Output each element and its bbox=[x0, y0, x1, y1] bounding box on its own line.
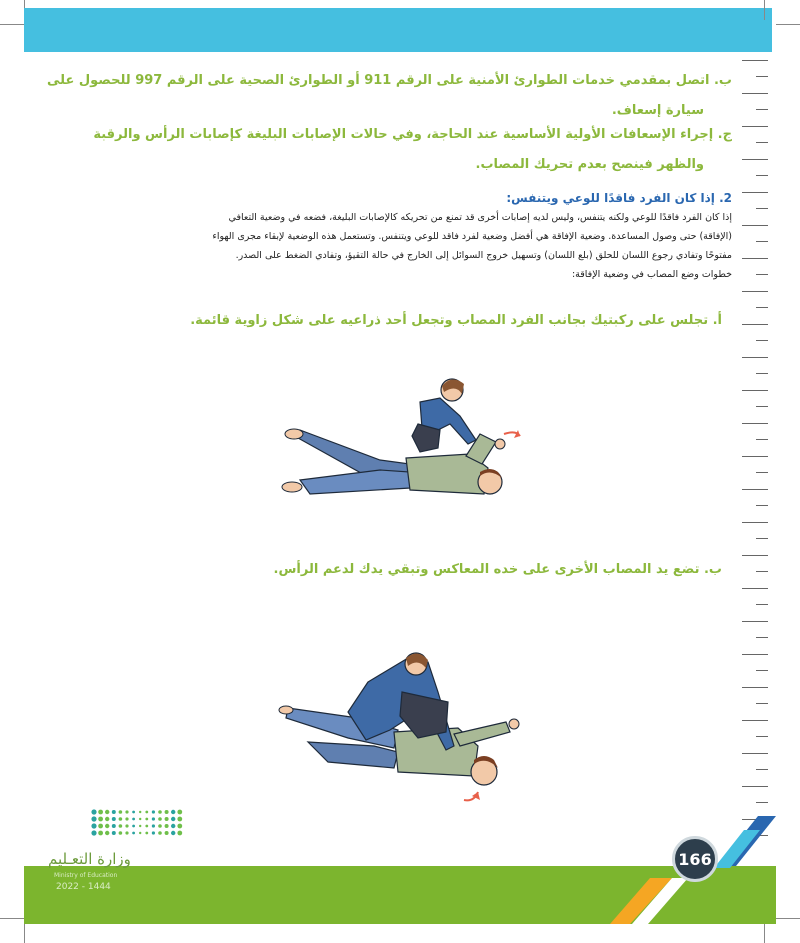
item-j-continuation: والظهر فينصح بعدم تحريك المصاب. bbox=[475, 157, 704, 172]
logo-dot bbox=[145, 832, 148, 835]
logo-dot bbox=[139, 818, 141, 820]
step-a bbox=[28, 306, 732, 336]
logo-dot bbox=[152, 824, 155, 827]
ruler-tick bbox=[742, 192, 768, 193]
ruler-tick bbox=[742, 555, 768, 556]
item-b-text: ب. اتصل بمقدمي خدمات الطوارئ الأمنية على الرقم 911 أو الطوارئ الصحية على الرقم 997 للحصول على bbox=[46, 73, 732, 88]
ruler-tick bbox=[742, 654, 768, 655]
logo-dot bbox=[91, 809, 96, 814]
page-ruler bbox=[738, 52, 768, 832]
ruler-tick bbox=[756, 274, 768, 275]
paragraph-line: إذا كان الفرد فاقدًا للوعي ولكنه يتنفس، وليس لديه إصابات أخرى قد تمنع من تحريكه كالإصابات البليغة، فضعه في وضعية التعافي bbox=[228, 212, 732, 223]
ruler-tick bbox=[756, 307, 768, 308]
logo-dot bbox=[112, 824, 116, 828]
ruler-tick bbox=[742, 621, 768, 622]
logo-dot bbox=[145, 811, 148, 814]
recovery-position-step-a-illustration bbox=[270, 372, 530, 502]
ruler-tick bbox=[742, 720, 768, 721]
ruler-tick bbox=[742, 423, 768, 424]
paragraph-line: (الإفاقة) حتى وصول المساعدة. وضعية الإفاقة هي أفضل وضعية لفرد فاقد للوعي ويتنفس. وتستعمل هذه الوضعية لإبقاء مجرى الهواء bbox=[212, 231, 732, 242]
logo-dot bbox=[177, 810, 182, 815]
logo-dot bbox=[125, 810, 128, 813]
ruler-tick bbox=[756, 802, 768, 803]
logo-dot bbox=[171, 817, 175, 821]
crop-mark bbox=[764, 924, 765, 943]
logo-dot bbox=[165, 831, 169, 835]
logo-dot bbox=[152, 831, 155, 834]
step-b-text: ب. تضع يد المصاب الأخرى على خده المعاكس وتبقي يدك لدعم الرأس. bbox=[273, 562, 722, 577]
crop-mark bbox=[0, 918, 24, 919]
ruler-tick bbox=[756, 604, 768, 605]
ruler-tick bbox=[756, 472, 768, 473]
crop-mark bbox=[764, 0, 765, 20]
logo-dot bbox=[158, 831, 162, 835]
ruler-tick bbox=[742, 93, 768, 94]
section-2-heading bbox=[28, 187, 732, 206]
logo-dot bbox=[119, 831, 123, 835]
logo-dot bbox=[112, 817, 116, 821]
item-j-text: ج. إجراء الإسعافات الأولية الأساسية عند الحاجة، وفي حالات الإصابات البليغة كإصابات الرأس والرقبة bbox=[93, 127, 732, 142]
logo-dot bbox=[177, 817, 182, 822]
logo-dot bbox=[177, 831, 182, 836]
logo-dot bbox=[98, 810, 103, 815]
logo-dot bbox=[165, 824, 169, 828]
ruler-tick bbox=[756, 340, 768, 341]
step-a-text: أ. تجلس على ركبتيك بجانب الفرد المصاب وتجعل أحد ذراعيه على شكل زاوية قائمة. bbox=[190, 313, 722, 328]
logo-dot bbox=[91, 823, 96, 828]
ruler-tick bbox=[742, 324, 768, 325]
logo-dot bbox=[171, 810, 175, 814]
ruler-tick bbox=[742, 60, 768, 61]
item-b-continuation: سيارة إسعاف. bbox=[611, 103, 704, 118]
logo-dot bbox=[152, 817, 155, 820]
ruler-tick bbox=[756, 406, 768, 407]
logo-dot bbox=[119, 810, 123, 814]
section-2-paragraph bbox=[28, 208, 732, 284]
ruler-tick bbox=[756, 208, 768, 209]
ruler-tick bbox=[742, 489, 768, 490]
ruler-tick bbox=[742, 687, 768, 688]
ruler-tick bbox=[756, 439, 768, 440]
logo-dot bbox=[145, 818, 148, 821]
logo-dot bbox=[98, 817, 103, 822]
logo-dot bbox=[125, 817, 128, 820]
ruler-tick bbox=[756, 538, 768, 539]
ruler-tick bbox=[756, 241, 768, 242]
logo-dot bbox=[171, 824, 175, 828]
logo-dot bbox=[105, 817, 109, 821]
step-b bbox=[28, 555, 732, 585]
logo-dot bbox=[152, 810, 155, 813]
logo-dot bbox=[177, 824, 182, 829]
edition-year: 2022 - 1444 bbox=[56, 882, 111, 892]
ruler-tick bbox=[756, 703, 768, 704]
ministry-name-english: Ministry of Education bbox=[54, 872, 118, 879]
logo-dot bbox=[171, 831, 175, 835]
ruler-tick bbox=[756, 505, 768, 506]
crop-mark bbox=[0, 24, 24, 25]
logo-dot bbox=[158, 817, 162, 821]
top-header-band bbox=[24, 8, 772, 52]
ruler-tick bbox=[756, 142, 768, 143]
ruler-tick bbox=[756, 637, 768, 638]
ruler-tick bbox=[742, 126, 768, 127]
logo-dot bbox=[125, 831, 128, 834]
crop-mark bbox=[776, 24, 800, 25]
logo-dot bbox=[165, 810, 169, 814]
logo-dot bbox=[98, 824, 103, 829]
recovery-position-step-b-illustration bbox=[278, 652, 528, 812]
logo-dot bbox=[158, 824, 162, 828]
ruler-tick bbox=[756, 736, 768, 737]
ruler-tick bbox=[742, 291, 768, 292]
logo-dot bbox=[105, 810, 109, 814]
logo-dot bbox=[139, 832, 141, 834]
ruler-tick bbox=[756, 76, 768, 77]
ministry-logo-icon bbox=[90, 808, 186, 838]
logo-dot bbox=[139, 825, 141, 827]
item-b bbox=[28, 66, 732, 126]
ministry-name: وزارة التعـليم bbox=[48, 850, 131, 868]
ruler-tick bbox=[756, 769, 768, 770]
logo-dot bbox=[165, 817, 169, 821]
page-number-badge bbox=[672, 836, 718, 882]
item-j bbox=[28, 120, 732, 180]
logo-dot bbox=[132, 825, 135, 828]
logo-dot bbox=[132, 818, 135, 821]
ruler-tick bbox=[742, 588, 768, 589]
ruler-tick bbox=[742, 390, 768, 391]
logo-dot bbox=[132, 811, 135, 814]
logo-dot bbox=[112, 810, 116, 814]
ruler-tick bbox=[742, 456, 768, 457]
logo-dot bbox=[105, 831, 109, 835]
logo-dot bbox=[112, 831, 116, 835]
section-2-title: 2. إذا كان الفرد فاقدًا للوعي ويتنفس: bbox=[506, 191, 732, 205]
ruler-tick bbox=[756, 670, 768, 671]
ruler-tick bbox=[742, 753, 768, 754]
crop-mark bbox=[24, 924, 25, 943]
ruler-tick bbox=[742, 357, 768, 358]
paragraph-line: مفتوحًا وتفادي رجوع اللسان للحلق (بلع اللسان) وتسهيل خروج السوائل إلى الخارج في حالة التقيؤ، وتفادي الضغط على الصدر. bbox=[235, 250, 732, 261]
logo-dot bbox=[125, 824, 128, 827]
logo-dot bbox=[158, 810, 162, 814]
crop-mark bbox=[24, 0, 25, 8]
logo-dot bbox=[98, 831, 103, 836]
steps-intro: خطوات وضع المصاب في وضعية الإفاقة: bbox=[571, 269, 732, 280]
ruler-tick bbox=[742, 159, 768, 160]
logo-dot bbox=[91, 830, 96, 835]
logo-dot bbox=[145, 825, 148, 828]
logo-dot bbox=[91, 816, 96, 821]
logo-dot bbox=[119, 817, 123, 821]
page-number: 166 bbox=[678, 849, 712, 869]
ruler-tick bbox=[756, 373, 768, 374]
logo-dot bbox=[119, 824, 123, 828]
ruler-tick bbox=[742, 786, 768, 787]
ruler-tick bbox=[756, 175, 768, 176]
ruler-tick bbox=[742, 258, 768, 259]
ruler-tick bbox=[742, 225, 768, 226]
logo-dot bbox=[139, 811, 141, 813]
logo-dot bbox=[105, 824, 109, 828]
logo-dot bbox=[132, 832, 135, 835]
ruler-tick bbox=[742, 522, 768, 523]
ruler-tick bbox=[756, 571, 768, 572]
ruler-tick bbox=[756, 109, 768, 110]
